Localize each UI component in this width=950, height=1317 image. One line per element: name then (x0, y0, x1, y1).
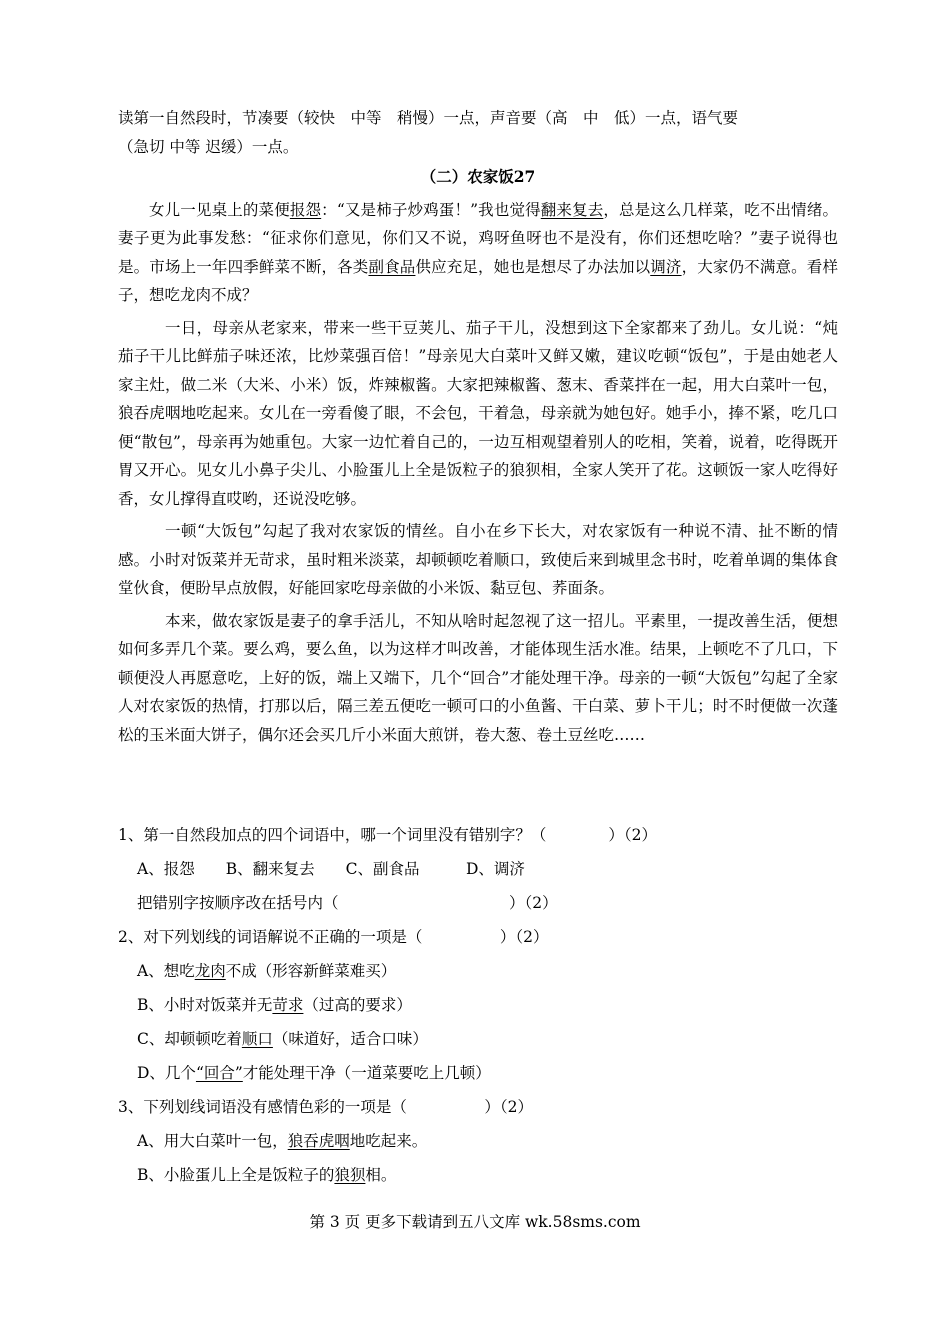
reading-instruction (118, 104, 838, 161)
passage-title: （二）农家饭27 (420, 167, 536, 186)
q3b-underlined: 狼狈 (334, 1166, 366, 1184)
question-2-option-a (118, 954, 838, 988)
para1-text-a: 女儿一见桌上的菜便 (149, 200, 290, 219)
paragraph-1 (118, 196, 838, 310)
para1-text-e: ，大家仍不满意。看样子，想吃龙肉不成？ (118, 257, 838, 304)
question-3-option-a (118, 1124, 838, 1158)
question-2: 2、对下列划线的词语解说不正确的一项是（ ）（2） (118, 928, 549, 946)
underlined-word-1: 报怨 (289, 200, 322, 219)
paragraph-2: 一日，母亲从老家来，带来一些干豆荚儿、茄子干儿，没想到这下全家都来了劲儿。女儿说：“炖茄子干儿比鲜茄子味还浓，比炒菜强百倍！”母亲见大白菜叶又鲜又嫩，建议吃顿“饭包”，于是由她老人家主灶，做二米（大米、小米）饭，炸辣椒酱。大家把辣椒酱、葱末、香菜拌在一起，用大白菜叶一包，狼吞虎咽地吃起来。女儿在一旁看傻了眼，不会包，干着急，母亲就为她包好。她手小，捧不紧，吃几口便“散包”，母亲再为她重包。大家一边忙着自己的，一边互相观望着别人的吃相，笑着，说着，吃得既开胃又开心。见女儿小鼻子尖儿、小脸蛋儿上全是饭粒子的狼狈相，全家人笑开了花。这顿饭一家人吃得好香，女儿撑得直哎哟，还说没吃够。 (118, 318, 838, 508)
para1-text-d: 供应充足，她也是想尽了办法加以 (415, 257, 651, 276)
q2a-underlined: 龙肉 (194, 962, 226, 980)
question-1: 1、第一自然段加点的四个词语中，哪一个词里没有错别字？（ ）（2） (118, 826, 657, 844)
underlined-word-3: 副食品 (368, 257, 416, 276)
para1-text-b: ：“又是柿子炒鸡蛋！”我也觉得 (321, 200, 541, 219)
instruction-line-1: 读第一自然段时，节凑要（较快 中等 稍慢）一点，声音要（高 中 低）一点，语气要 (118, 109, 739, 127)
question-1-correction: 把错别字按顺序改在括号内（ ）（2） (137, 894, 558, 912)
page-footer: 第 3 页 更多下载请到五八文库 wk.58sms.com (309, 1213, 641, 1231)
question-1-options: A、报怨 B、翻来复去 C、副食品 D、调济 (137, 860, 525, 878)
question-2-option-d (118, 1056, 838, 1090)
question-3-option-b (118, 1158, 838, 1192)
passage (118, 161, 838, 749)
q2a-post: 不成（形容新鲜菜难买） (225, 962, 397, 980)
q3a-post: 地吃起来。 (349, 1132, 428, 1150)
q2c-underlined: 顺口 (241, 1030, 273, 1048)
q2a-pre: A、想吃 (137, 962, 195, 980)
instruction-line-2: （急切 中等 迟缓）一点。 (118, 137, 299, 156)
paragraph-3: 一顿“大饭包”勾起了我对农家饭的情丝。自小在乡下长大，对农家饭有一种说不清、扯不断的情感。小时对饭菜并无苛求，虽时粗米淡菜，却顿顿吃着顺口，致使后来到城里念书时，吃着单调的集体食堂伙食，便盼早点放假，好能回家吃母亲做的小米饭、黏豆包、荞面条。 (118, 522, 838, 597)
underlined-word-2: 翻来复去 (540, 200, 604, 219)
para1-text-c: ，总是这么几样菜，吃不出情绪。妻子更为此事发愁：“征求你们意见，你们又不说，鸡呀鱼呀也不是没有，你们还想吃啥？”妻子说得也是。市场上一年四季鲜菜不断，各类 (118, 200, 838, 276)
q3a-underlined: 狼吞虎咽 (287, 1132, 350, 1150)
q2b-underlined: 苛求 (272, 996, 304, 1014)
q2d-underlined: “回合” (195, 1064, 243, 1082)
questions (118, 818, 838, 1192)
q2d-post: 才能处理干净（一道菜要吃上几顿） (242, 1064, 491, 1082)
question-2-option-b (118, 988, 838, 1022)
q2c-pre: C、却顿顿吃着 (137, 1030, 242, 1048)
question-2-option-c (118, 1022, 838, 1056)
paragraph-4: 本来，做农家饭是妻子的拿手活儿，不知从啥时起忽视了这一招儿。平素里，一提改善生活，便想如何多弄几个菜。要么鸡，要么鱼，以为这样才叫改善，才能体现生活水准。结果，上顿吃不了几口，下顿便没人再愿意吃，上好的饭，端上又端下，几个“回合”才能处理干净。母亲的一顿“大饭包”勾起了全家人对农家饭的热情，打那以后，隔三差五便吃一顿可口的小鱼酱、干白菜、萝卜干儿；时不时便做一次蓬松的玉米面大饼子，偶尔还会买几斤小米面大煎饼，卷大葱、卷土豆丝吃…… (118, 611, 838, 744)
q2b-post: （过高的要求） (303, 996, 412, 1014)
underlined-word-4: 调济 (650, 257, 682, 276)
q3b-pre: B、小脸蛋儿上全是饭粒子的 (137, 1166, 335, 1184)
question-3: 3、下列划线词语没有感情色彩的一项是（ ）（2） (118, 1098, 533, 1116)
q3a-pre: A、用大白菜叶一包， (137, 1132, 288, 1150)
q2c-post: （味道好，适合口味） (272, 1030, 428, 1048)
q3b-post: 相。 (365, 1166, 397, 1184)
q2d-pre: D、几个 (137, 1064, 196, 1082)
q2b-pre: B、小时对饭菜并无 (137, 996, 273, 1014)
